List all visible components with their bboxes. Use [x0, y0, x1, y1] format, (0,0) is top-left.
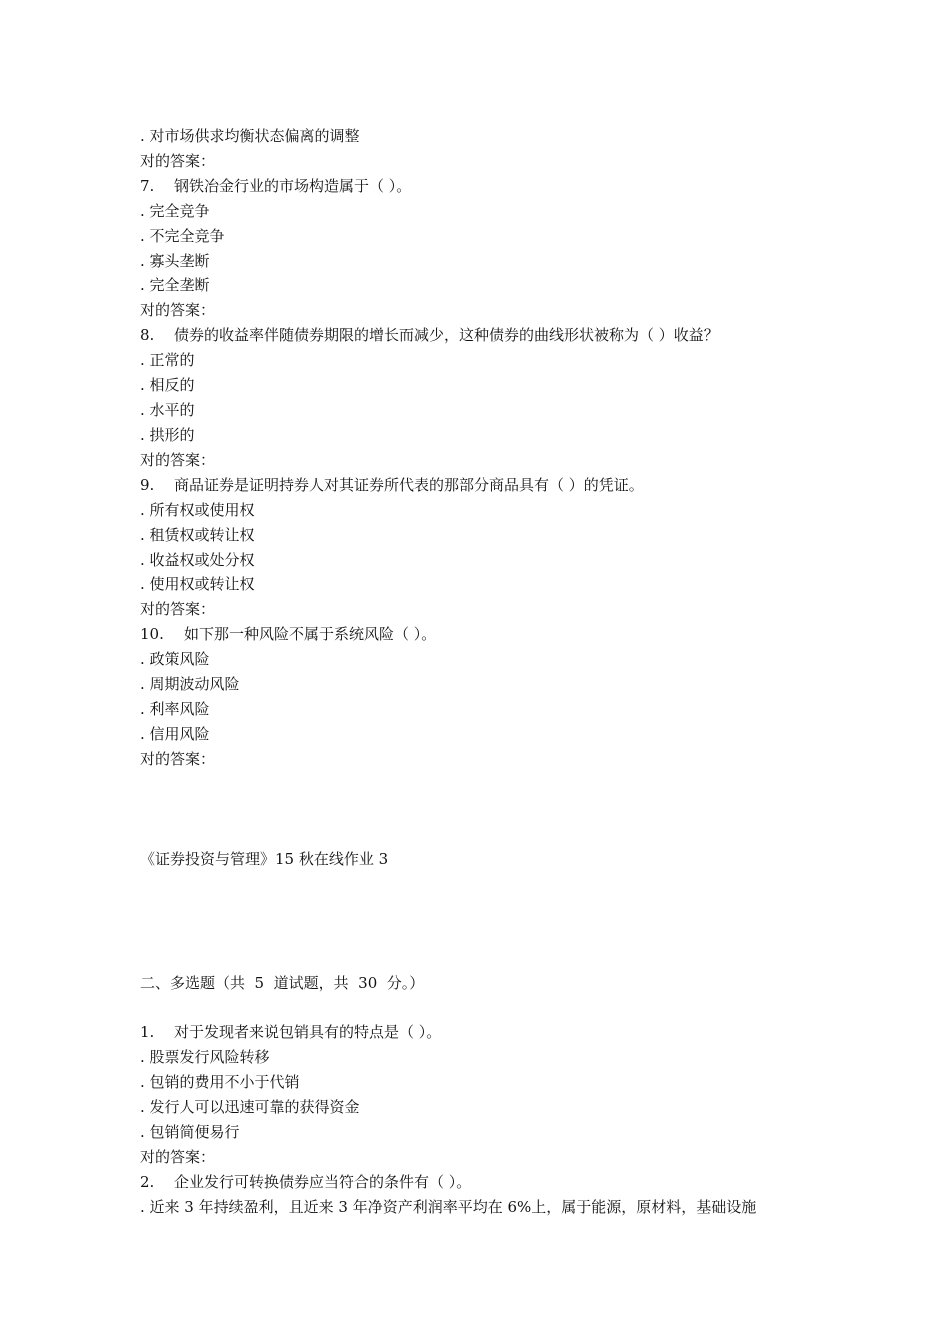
question-number: 7.: [140, 177, 155, 195]
question-text: 企业发行可转换债券应当符合的条件有（ ）。: [174, 1173, 472, 1191]
option-text: . 近来 3 年持续盈利，且近来 3 年净资产利润率平均在 6%上，属于能源，原材料，基础设施: [140, 1198, 757, 1216]
question-7: [140, 176, 411, 196]
option-text: . 不完全竞争: [140, 227, 225, 245]
option-text: . 使用权或转让权: [140, 575, 255, 593]
answer-label: 对的答案：: [140, 152, 216, 170]
question-text: 商品证券是证明持券人对其证券所代表的那部分商品具有（ ）的凭证。: [174, 476, 644, 494]
option-text: . 租赁权或转让权: [140, 526, 255, 544]
answer-label: 对的答案：: [140, 301, 216, 319]
question-8: [140, 325, 719, 345]
option-text: . 所有权或使用权: [140, 501, 255, 519]
option-text: . 水平的: [140, 401, 195, 419]
question-text: 钢铁冶金行业的市场构造属于（ ）。: [174, 177, 412, 195]
option-text: . 发行人可以迅速可靠的获得资金: [140, 1098, 360, 1116]
question-number: 8.: [140, 326, 155, 344]
answer-label: 对的答案：: [140, 1148, 216, 1166]
question-number: 9.: [140, 476, 155, 494]
question-text: 债券的收益率伴随债券期限的增长而减少，这种债券的曲线形状被称为（ ）收益？: [174, 326, 719, 344]
question-10: [140, 624, 436, 644]
option-text: . 股票发行风险转移: [140, 1048, 270, 1066]
question-2: [140, 1172, 471, 1192]
option-text: . 完全竞争: [140, 202, 210, 220]
question-text: 对于发现者来说包销具有的特点是（ ）。: [174, 1023, 442, 1041]
option-text: . 周期波动风险: [140, 675, 240, 693]
answer-label: 对的答案：: [140, 600, 216, 618]
option-text: . 利率风险: [140, 700, 210, 718]
question-number: 1.: [140, 1023, 155, 1041]
option-text: . 正常的: [140, 351, 195, 369]
option-text: . 对市场供求均衡状态偏离的调整: [140, 127, 360, 145]
option-text: . 政策风险: [140, 650, 210, 668]
option-text: . 拱形的: [140, 426, 195, 444]
section-heading: 二、多选题（共 5 道试题，共 30 分。）: [140, 974, 425, 992]
question-number: 10.: [140, 625, 164, 643]
question-text: 如下那一种风险不属于系统风险（ ）。: [184, 625, 437, 643]
question-number: 2.: [140, 1173, 155, 1191]
answer-label: 对的答案：: [140, 451, 216, 469]
question-9: [140, 475, 644, 495]
option-text: . 信用风险: [140, 725, 210, 743]
document-title: 《证券投资与管理》15 秋在线作业 3: [140, 850, 389, 868]
question-1: [140, 1022, 441, 1042]
option-text: . 包销的费用不小于代销: [140, 1073, 300, 1091]
option-text: . 收益权或处分权: [140, 551, 255, 569]
option-text: . 完全垄断: [140, 276, 210, 294]
option-text: . 相反的: [140, 376, 195, 394]
option-text: . 包销简便易行: [140, 1123, 240, 1141]
answer-label: 对的答案：: [140, 750, 216, 768]
option-text: . 寡头垄断: [140, 252, 210, 270]
